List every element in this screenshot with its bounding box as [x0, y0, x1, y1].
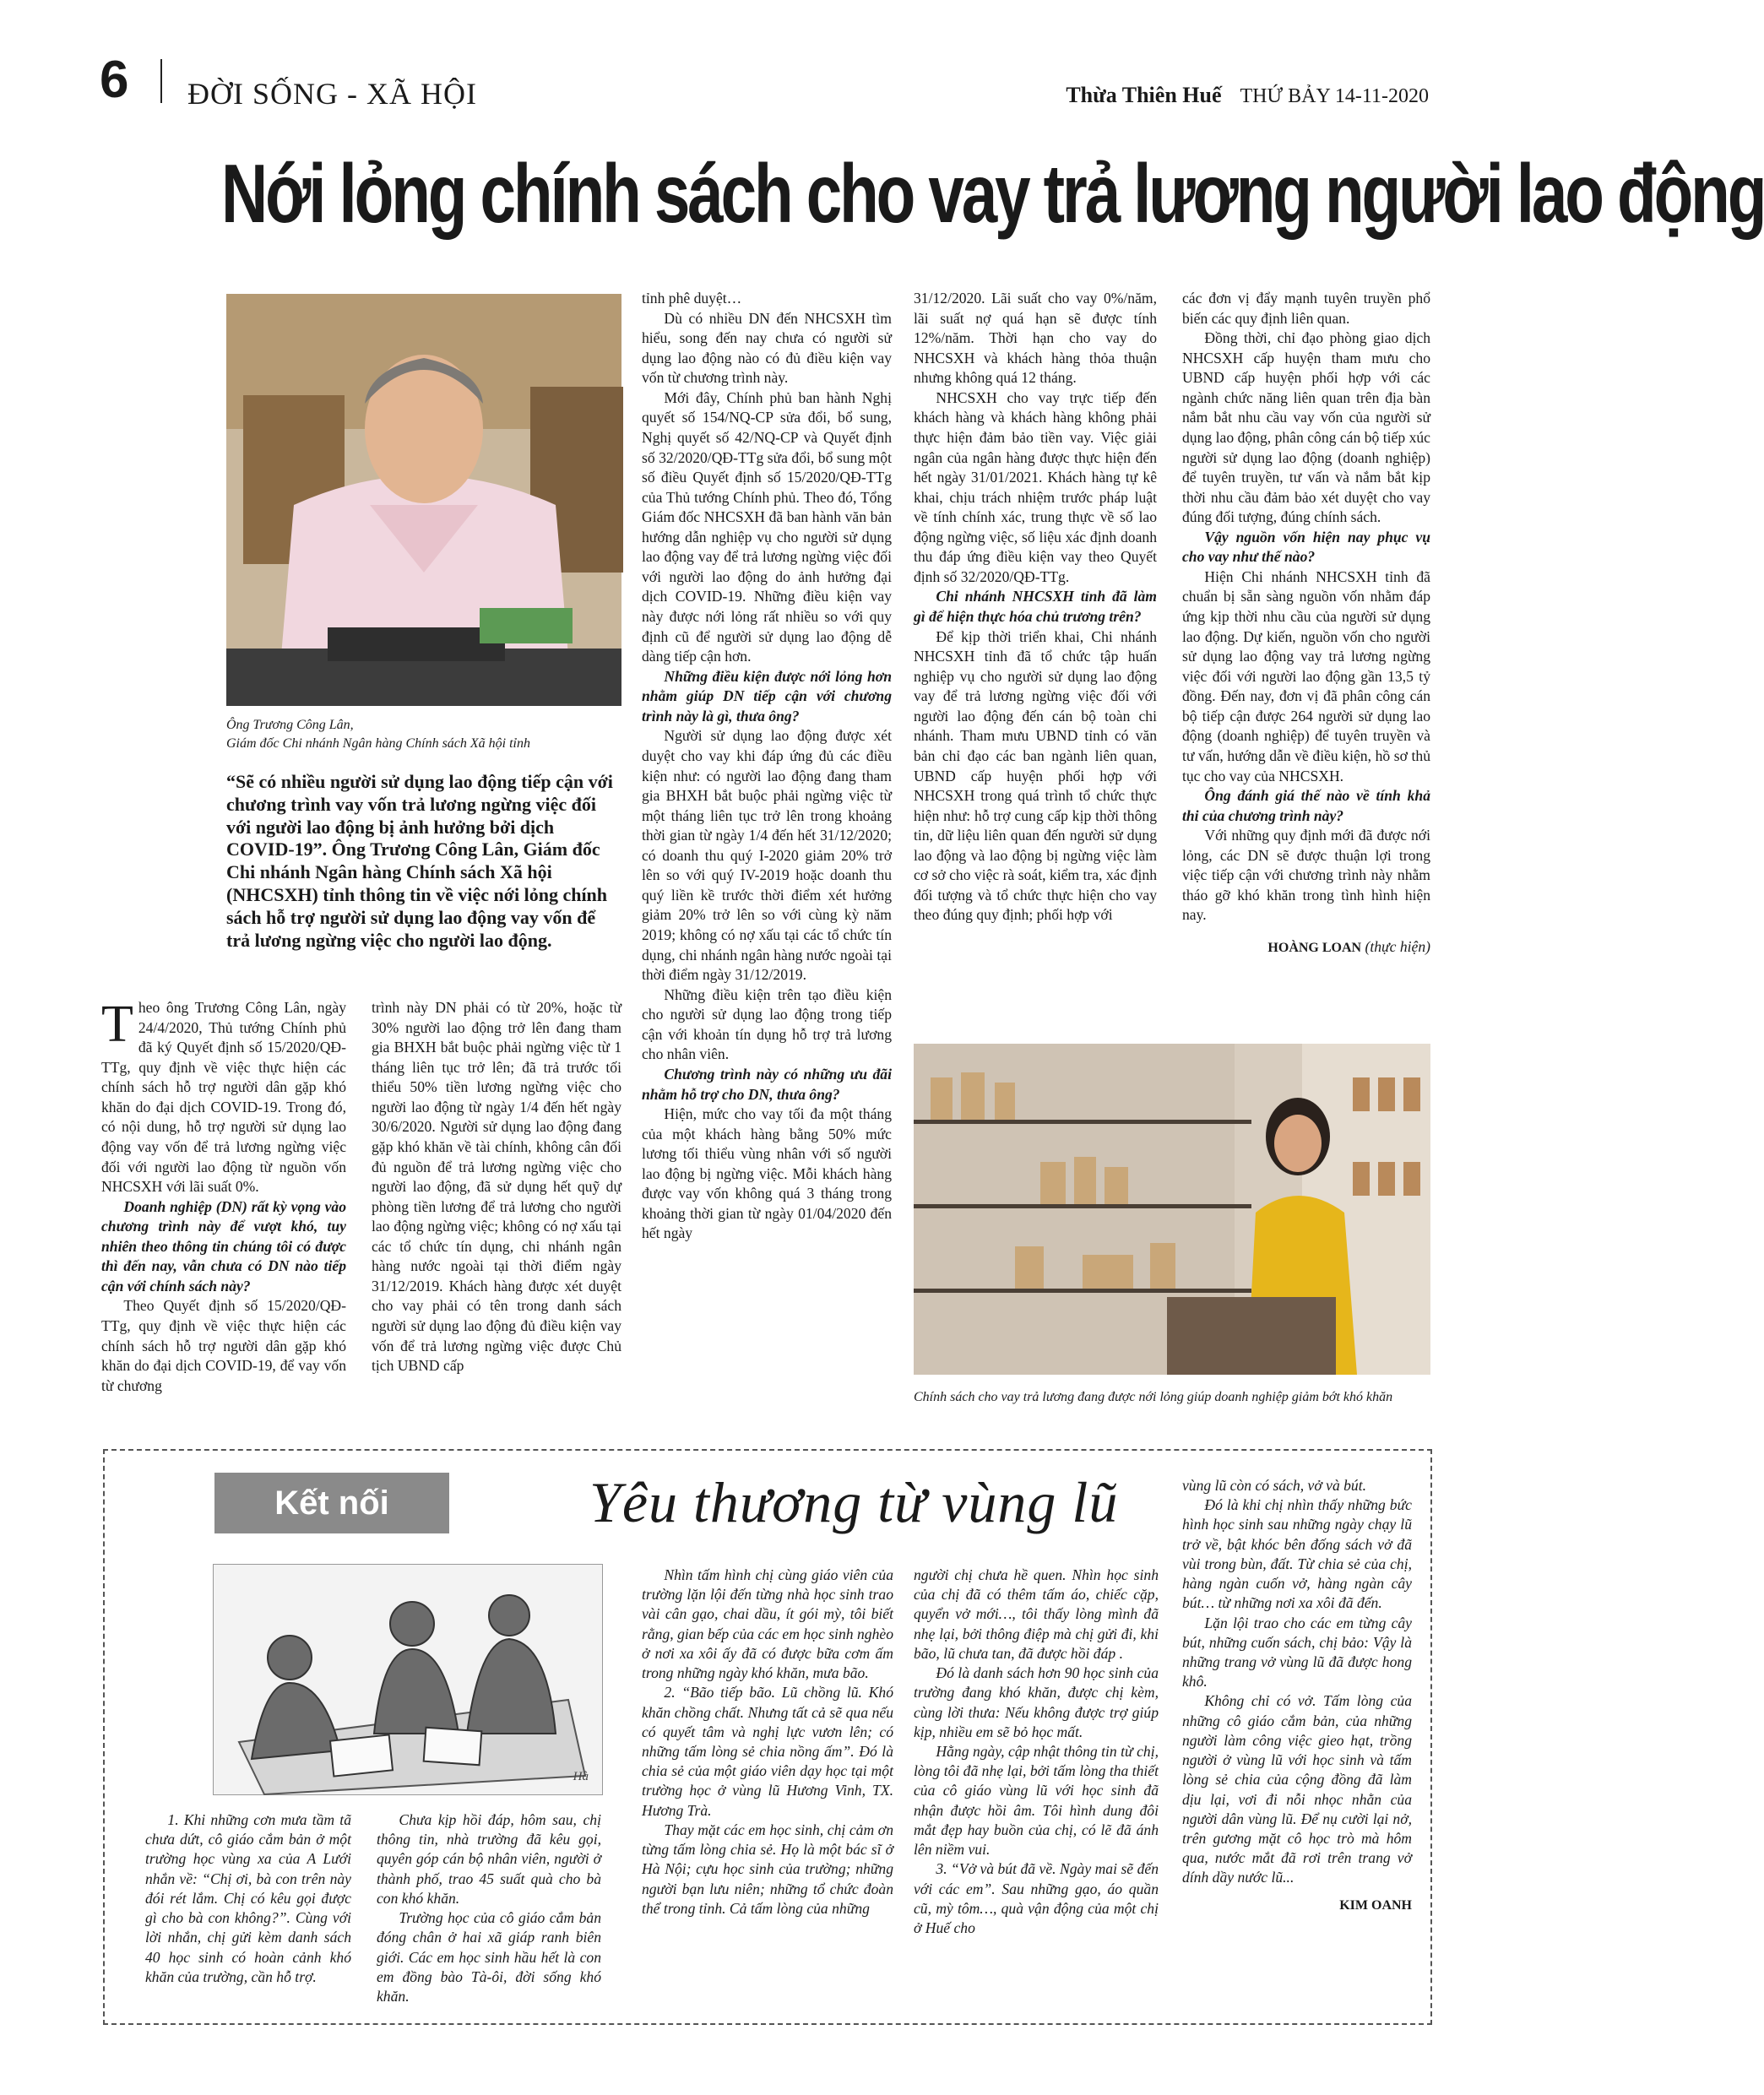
paragraph: Những điều kiện trên tạo điều kiện cho người sử dụng lao động trong tiếp cận với khoản tín dụng hỗ trợ trả lương cho nhân viên.: [642, 985, 892, 1063]
paragraph: heo ông Trương Công Lân, ngày 24/4/2020, Thủ tướng Chính phủ đã ký Quyết định số 15/2020/QĐ-TTg, quy định về việc thực hiện các chính sách hỗ trợ người dân gặp khó khăn do đại dịch COVID-19. Trong đó, có nội dung, hỗ trợ người sử dụng lao động vay vốn để trả lương ngừng việc đối với người lao động từ nguồn vốn NHCSXH với lãi suất 0%.: [101, 999, 346, 1196]
paragraph: Thay mặt các em học sinh, chị cảm ơn từng tấm lòng chia sẻ. Họ là một bác sĩ ở Hà Nội; cựu học sinh của trường; những người bạn lưu niên; những tổ chức đoàn thể trong tỉnh. Cả tấm lòng của những: [642, 1821, 893, 1917]
paragraph: 31/12/2020. Lãi suất cho vay 0%/năm, lãi suất nợ quá hạn sẽ được tính 12%/năm. Thời hạn cho vay do NHCSXH và khách hàng thỏa thuận nhưng không quá 12 tháng.: [914, 290, 1157, 387]
ketnoi-column-4: [914, 1566, 1159, 1938]
ketnoi-column-5: [1182, 1476, 1412, 1914]
question: Vậy nguồn vốn hiện nay phục vụ cho vay như thế nào?: [1182, 528, 1430, 566]
paragraph: Mới đây, Chính phủ ban hành Nghị quyết số 154/NQ-CP sửa đổi, bổ sung, Nghị quyết số 42/NQ-CP và Quyết định số 32/2020/QĐ-TTg sửa đổi, bổ sung một số điều Quyết định số 15/2020/QĐ-TTg của Thủ tướng Chính phủ. Theo đó, Tổng Giám đốc NHCSXH đã ban hành văn bản hướng dẫn nghiệp vụ cho người sử dụng lao động vay để trả lương ngừng việc đối với người lao động do ảnh hưởng đại dịch COVID-19. Những điều kiện vay này được nới lỏng rất nhiều so với quy định cũ để người sử dụng lao động dễ dàng tiếp cận hơn.: [642, 388, 892, 665]
paragraph: Với những quy định mới đã được nới lỏng, các DN sẽ được thuận lợi trong việc tiếp cận với chương trình này nhằm tháo gỡ khó khăn trong tình hình hiện nay.: [1182, 827, 1430, 924]
ketnoi-column-3: [642, 1566, 893, 1919]
portrait-illustration: [226, 294, 621, 706]
body-column-2: [372, 998, 621, 1376]
question: Chương trình này có những ưu đãi nhằm hỗ trợ cho DN, thưa ông?: [642, 1065, 892, 1103]
paragraph: 2. “Bão tiếp bão. Lũ chồng lũ. Khó khăn chồng chất. Nhưng tất cả sẽ qua nếu có quyết tâm và nghị lực vươn lên; có những tấm lòng sẻ chia nồng ấm”. Đó là chia sẻ của một giáo viên dạy học tại một trường học ở vùng lũ Hương Vinh, TX. Hương Trà.: [642, 1684, 893, 1819]
paragraph: Hiện Chi nhánh NHCSXH tỉnh đã chuẩn bị sẵn sàng nguồn vốn nhằm đáp ứng kịp thời nhu cầu của người sử dụng lao động. Dự kiến, nguồn vốn cho người sử dụng lao động vay trả lương ngừng việc đối với người lao động gần 13,5 tỷ đồng. Đến nay, đơn vị đã phân công cán bộ tiếp cận được 264 người sử dụng lao động (doanh nghiệp) để tuyên truyền và tư vấn, hướng dẫn về điều kiện, hồ sơ thủ tục cho vay của NHCSXH.: [1182, 567, 1430, 784]
paragraph: Chưa kịp hồi đáp, hôm sau, chị thông tin, nhà trường đã kêu gọi, quyên góp cán bộ nhân viên, người ở thành phố, trao 45 suất quà cho bà con khó khăn.: [377, 1811, 601, 1907]
paragraph: Hằng ngày, cập nhật thông tin từ chị, lòng tôi đã nhẹ lại, bởi tấm lòng tha thiết của cô giáo vùng lũ với học sinh đã nhận được hồi âm. Tôi hình dung đôi mắt đẹp hay buồn của chị, có lẽ đã ánh lên niềm vui.: [914, 1742, 1159, 1859]
portrait-caption: Ông Trương Công Lân, Giám đốc Chi nhánh Ngân hàng Chính sách Xã hội tỉnh: [226, 718, 530, 752]
question: Chi nhánh NHCSXH tỉnh đã làm gì để hiện thực hóa chủ trương trên?: [914, 588, 1157, 625]
header-divider: [160, 59, 162, 103]
ketnoi-signature: KIM OANH: [1339, 1897, 1412, 1913]
paragraph: Nhìn tấm hình chị cùng giáo viên của trường lặn lội đến từng nhà học sinh trao vài cân gạo, chai dầu, ít gói mỳ, tôi biết rằng, gian bếp của các em học sinh nghèo ở nơi xa xôi ấy đã có được bữa cơm ấm trong những ngày khó khăn, mưa bão.: [642, 1566, 893, 1682]
question: Doanh nghiệp (DN) rất kỳ vọng vào chương trình này để vượt khó, tuy nhiên theo thông tin chúng tôi có được thì đến nay, vẫn chưa có DN nào tiếp cận với chính sách này?: [101, 1197, 346, 1294]
paragraph: các đơn vị đẩy mạnh tuyên truyền phổ biến các quy định liên quan.: [1182, 290, 1430, 327]
portrait-photo: [226, 294, 621, 706]
issue-date: THỨ BẢY 14-11-2020: [1240, 85, 1429, 107]
paragraph: Dù có nhiều DN đến NHCSXH tìm hiểu, song đến nay chưa có người sử dụng lao động nào có đủ điều kiện vay vốn từ chương trình này.: [642, 309, 892, 387]
paragraph: Theo Quyết định số 15/2020/QĐ-TTg, quy định về việc thực hiện các chính sách hỗ trợ người dân gặp khó khăn do đại dịch COVID-19, để vay vốn từ chương: [101, 1297, 346, 1394]
paragraph: vùng lũ còn có sách, vở và bút.: [1182, 1477, 1367, 1494]
question: Ông đánh giá thế nào về tính khả thi của chương trình này?: [1182, 787, 1430, 824]
body-column-3: [642, 289, 892, 1244]
sketch-drawing: [214, 1565, 602, 1794]
shop-caption: Chính sách cho vay trả lương đang được nới lỏng giúp doanh nghiệp giảm bớt khó khăn: [914, 1390, 1393, 1404]
paragraph: Người sử dụng lao động được xét duyệt cho vay khi đáp ứng đủ các điều kiện như: có người lao động đang tham gia BHXH bắt buộc phải ngừng việc từ một tháng liên tục trở lên trong khoảng thời gian từ ngày 1/4 đến hết 31/12/2020; có doanh thu quý I-2020 giảm 20% trở lên so với quý IV-2019 hoặc doanh thu quý liền kề trước thời điểm xét hưởng giảm 20% trở lên so với cùng kỳ năm 2019; không có nợ xấu tại các tổ chức tín dụng, chi nhánh ngân hàng nước ngoài tại thời điểm ngày 31/12/2019.: [642, 727, 892, 984]
paragraph: NHCSXH cho vay trực tiếp đến khách hàng và khách hàng không phải thực hiện đảm bảo tiền vay. Việc giải ngân của ngân hàng được thực hiện đến hết ngày 31/01/2021. Khách hàng tự kê khai, chịu trách nhiệm trước pháp luật về tính chính xác, trung thực về số lao động ngừng việc, số liệu xác định doanh thu đáp ứng điều kiện vay theo Quyết định số 32/2020/QĐ-TTg.: [914, 388, 1157, 585]
shop-photo: [914, 1044, 1430, 1375]
drop-cap: T: [101, 996, 133, 1053]
sketch-illustration: [213, 1564, 603, 1795]
paragraph: Để kịp thời triển khai, Chi nhánh NHCSXH tỉnh đã tổ chức tập huấn nghiệp vụ cho người sử dụng lao động vay để trả lương ngừng việc đối với người lao động đến cán bộ toàn chi nhánh. Tham mưu UBND tỉnh có văn bản chỉ đạo các ban ngành liên quan, UBND cấp huyện phối hợp với NHCSXH trong quá trình tổ chức thực hiện như: hỗ trợ cung cấp kịp thời thông tin, dữ liệu liên quan đến người sử dụng lao động và lao động bị ngừng việc làm cơ sở cho việc rà soát, kiểm tra, xác định đối tượng và tổ chức thực hiện cho vay theo đúng quy định; phối hợp với: [914, 627, 1157, 924]
paragraph: Không chỉ có vở. Tấm lòng của những cô giáo cắm bản, của những người làm công việc gieo hạt, trồng người ở vùng lũ với học sinh và tấm lòng sẻ chia của cộng đồng đã làm dịu lại, vơi đi nỗi nhọc nhằn của người dân vùng lũ. Để nụ cười lại nở, trên gương mặt cô học trò mà hôm qua, nước mắt đã rơi trên trang vở dính dầy nước lũ...: [1182, 1692, 1412, 1886]
shop-illustration: [914, 1044, 1430, 1375]
paragraph: 1. Khi những cơn mưa tầm tã chưa dứt, cô giáo cắm bản ở một trường học vùng xa của A Lưới nhắn về: “Chị ơi, bà con trên này đói rét lắm. Chị có kêu gọi được gì cho bà con không?”. Cùng với lời nhắn, chị gửi kèm danh sách 40 học sinh có hoàn cảnh khó khăn của trường, cần hỗ trợ.: [145, 1811, 351, 1985]
masthead-info: [1066, 83, 1429, 108]
ketnoi-badge: Kết nối: [214, 1473, 449, 1533]
body-column-1: [101, 998, 346, 1396]
paragraph: trình này DN phải có từ 20%, hoặc từ 30% người lao động trở lên đang tham gia BHXH bắt buộc phải ngừng việc từ 1 tháng liên tục trở lên; đã trả trước tối thiểu 50% tiền lương ngừng việc cho người lao động từ ngày 1/4 đến hết ngày 30/6/2020. Người sử dụng lao động đang gặp khó khăn về tài chính, không cân đối đủ nguồn để trả lương ngừng việc cho người lao động, đã sử dụng hết quỹ dự phòng tiền lương để trả lương cho người lao động ngừng việc; không có nợ xấu tại các tổ chức tín dụng, chi nhánh ngân hàng nước ngoài tại thời điểm ngày 31/12/2019. Khách hàng được xét duyệt cho vay phải có tên trong danh sách người sử dụng lao động đủ điều kiện vay vốn để trả lương ngừng việc được Chủ tịch UBND cấp: [372, 999, 621, 1375]
paragraph: 3. “Vở và bút đã về. Ngày mai sẽ đến với các em”. Sau những gạo, áo quần cũ, mỳ tôm…, quà vận động của một chị ở Huế cho: [914, 1860, 1159, 1936]
paragraph: người chị chưa hề quen. Nhìn học sinh của chị đã có thêm tấm áo, chiếc cặp, quyển vở mới…, tôi thấy lòng mình đã nhẹ lại, bởi thông điệp mà chị gửi đi, khi bão, lũ chưa tan, đã được hồi đáp .: [914, 1566, 1159, 1662]
paper-name: Thừa Thiên Huế: [1066, 83, 1222, 107]
ketnoi-title: Yêu thương từ vùng lũ: [589, 1470, 1119, 1534]
byline-name: HOÀNG LOAN: [1267, 941, 1362, 955]
paragraph: Đó là khi chị nhìn thấy những bức hình học sinh sau những ngày chạy lũ trở về, bật khóc bên đống sách vở đã vùi trong bùn, đất. Từ chia sẻ của chị, hàng ngàn cuốn vở, hàng ngàn cây bút… từ những nơi xa xôi đã đến.: [1182, 1496, 1412, 1612]
illustration-signature: Hà: [573, 1770, 589, 1783]
paragraph: Đồng thời, chỉ đạo phòng giao dịch NHCSXH cấp huyện tham mưu cho UBND cấp huyện phối hợp với các ngành chức năng liên quan trên địa bàn nắm bắt nhu cầu vay vốn của người sử dụng lao động, phân công cán bộ tiếp xúc người sử dụng lao động (doanh nghiệp) để tuyên truyền, tư vấn và nắm bắt kịp thời nhu cầu đảm bảo xét duyệt cho vay đúng đối tượng, đúng chính sách.: [1182, 329, 1430, 526]
section-title: ĐỜI SỐNG - XÃ HỘI: [187, 77, 477, 111]
byline-role: (thực hiện): [1365, 938, 1430, 955]
page-number: 6: [100, 51, 129, 109]
paragraph: Trường học của cô giáo cắm bản đóng chân ở hai xã giáp ranh biên giới. Các em học sinh hầu hết là con em đồng bào Tà-ôi, đời sống khó khăn.: [377, 1909, 601, 2005]
body-column-4: [914, 289, 1157, 925]
article-lead: “Sẽ có nhiều người sử dụng lao động tiếp cận với chương trình vay vốn trả lương ngừng việc đối với người lao động bị ảnh hưởng bởi dịch COVID-19”. Ông Trương Công Lân, Giám đốc Chi nhánh Ngân hàng Chính sách Xã hội (NHCSXH) tỉnh thông tin về việc nới lỏng chính sách hỗ trợ người sử dụng lao động vay vốn để trả lương ngừng việc cho người lao động.: [226, 771, 613, 951]
body-column-5: [1182, 289, 1430, 958]
paragraph: Đó là danh sách hơn 90 học sinh của trường đang khó khăn, được chị kèm, cùng lời thưa: Nếu không được trợ giúp kịp, nhiều em sẽ bỏ học mất.: [914, 1664, 1159, 1740]
paragraph: Hiện, mức cho vay tối đa một tháng của một khách hàng bằng 50% mức lương tối thiểu vùng nhân với số người lao động bị ngừng việc. Mỗi khách hàng được vay vốn không quá 3 tháng trong khoảng thời gian từ ngày 01/04/2020 đến hết ngày: [642, 1105, 892, 1242]
article-headline: Nới lỏng chính sách cho vay trả lương người lao động: [221, 147, 1764, 240]
paragraph: Lặn lội trao cho các em từng cây bút, những cuốn sách, chị bảo: Vậy là những trang vở vùng lũ đã được hong khô.: [1182, 1614, 1412, 1691]
paragraph: tỉnh phê duyệt…: [642, 290, 742, 307]
byline: [1182, 937, 1430, 958]
question: Những điều kiện được nới lỏng hơn nhằm giúp DN tiếp cận với chương trình này là gì, thưa ông?: [642, 667, 892, 725]
ketnoi-column-2: [377, 1810, 601, 2006]
ketnoi-column-1: [145, 1810, 351, 1987]
